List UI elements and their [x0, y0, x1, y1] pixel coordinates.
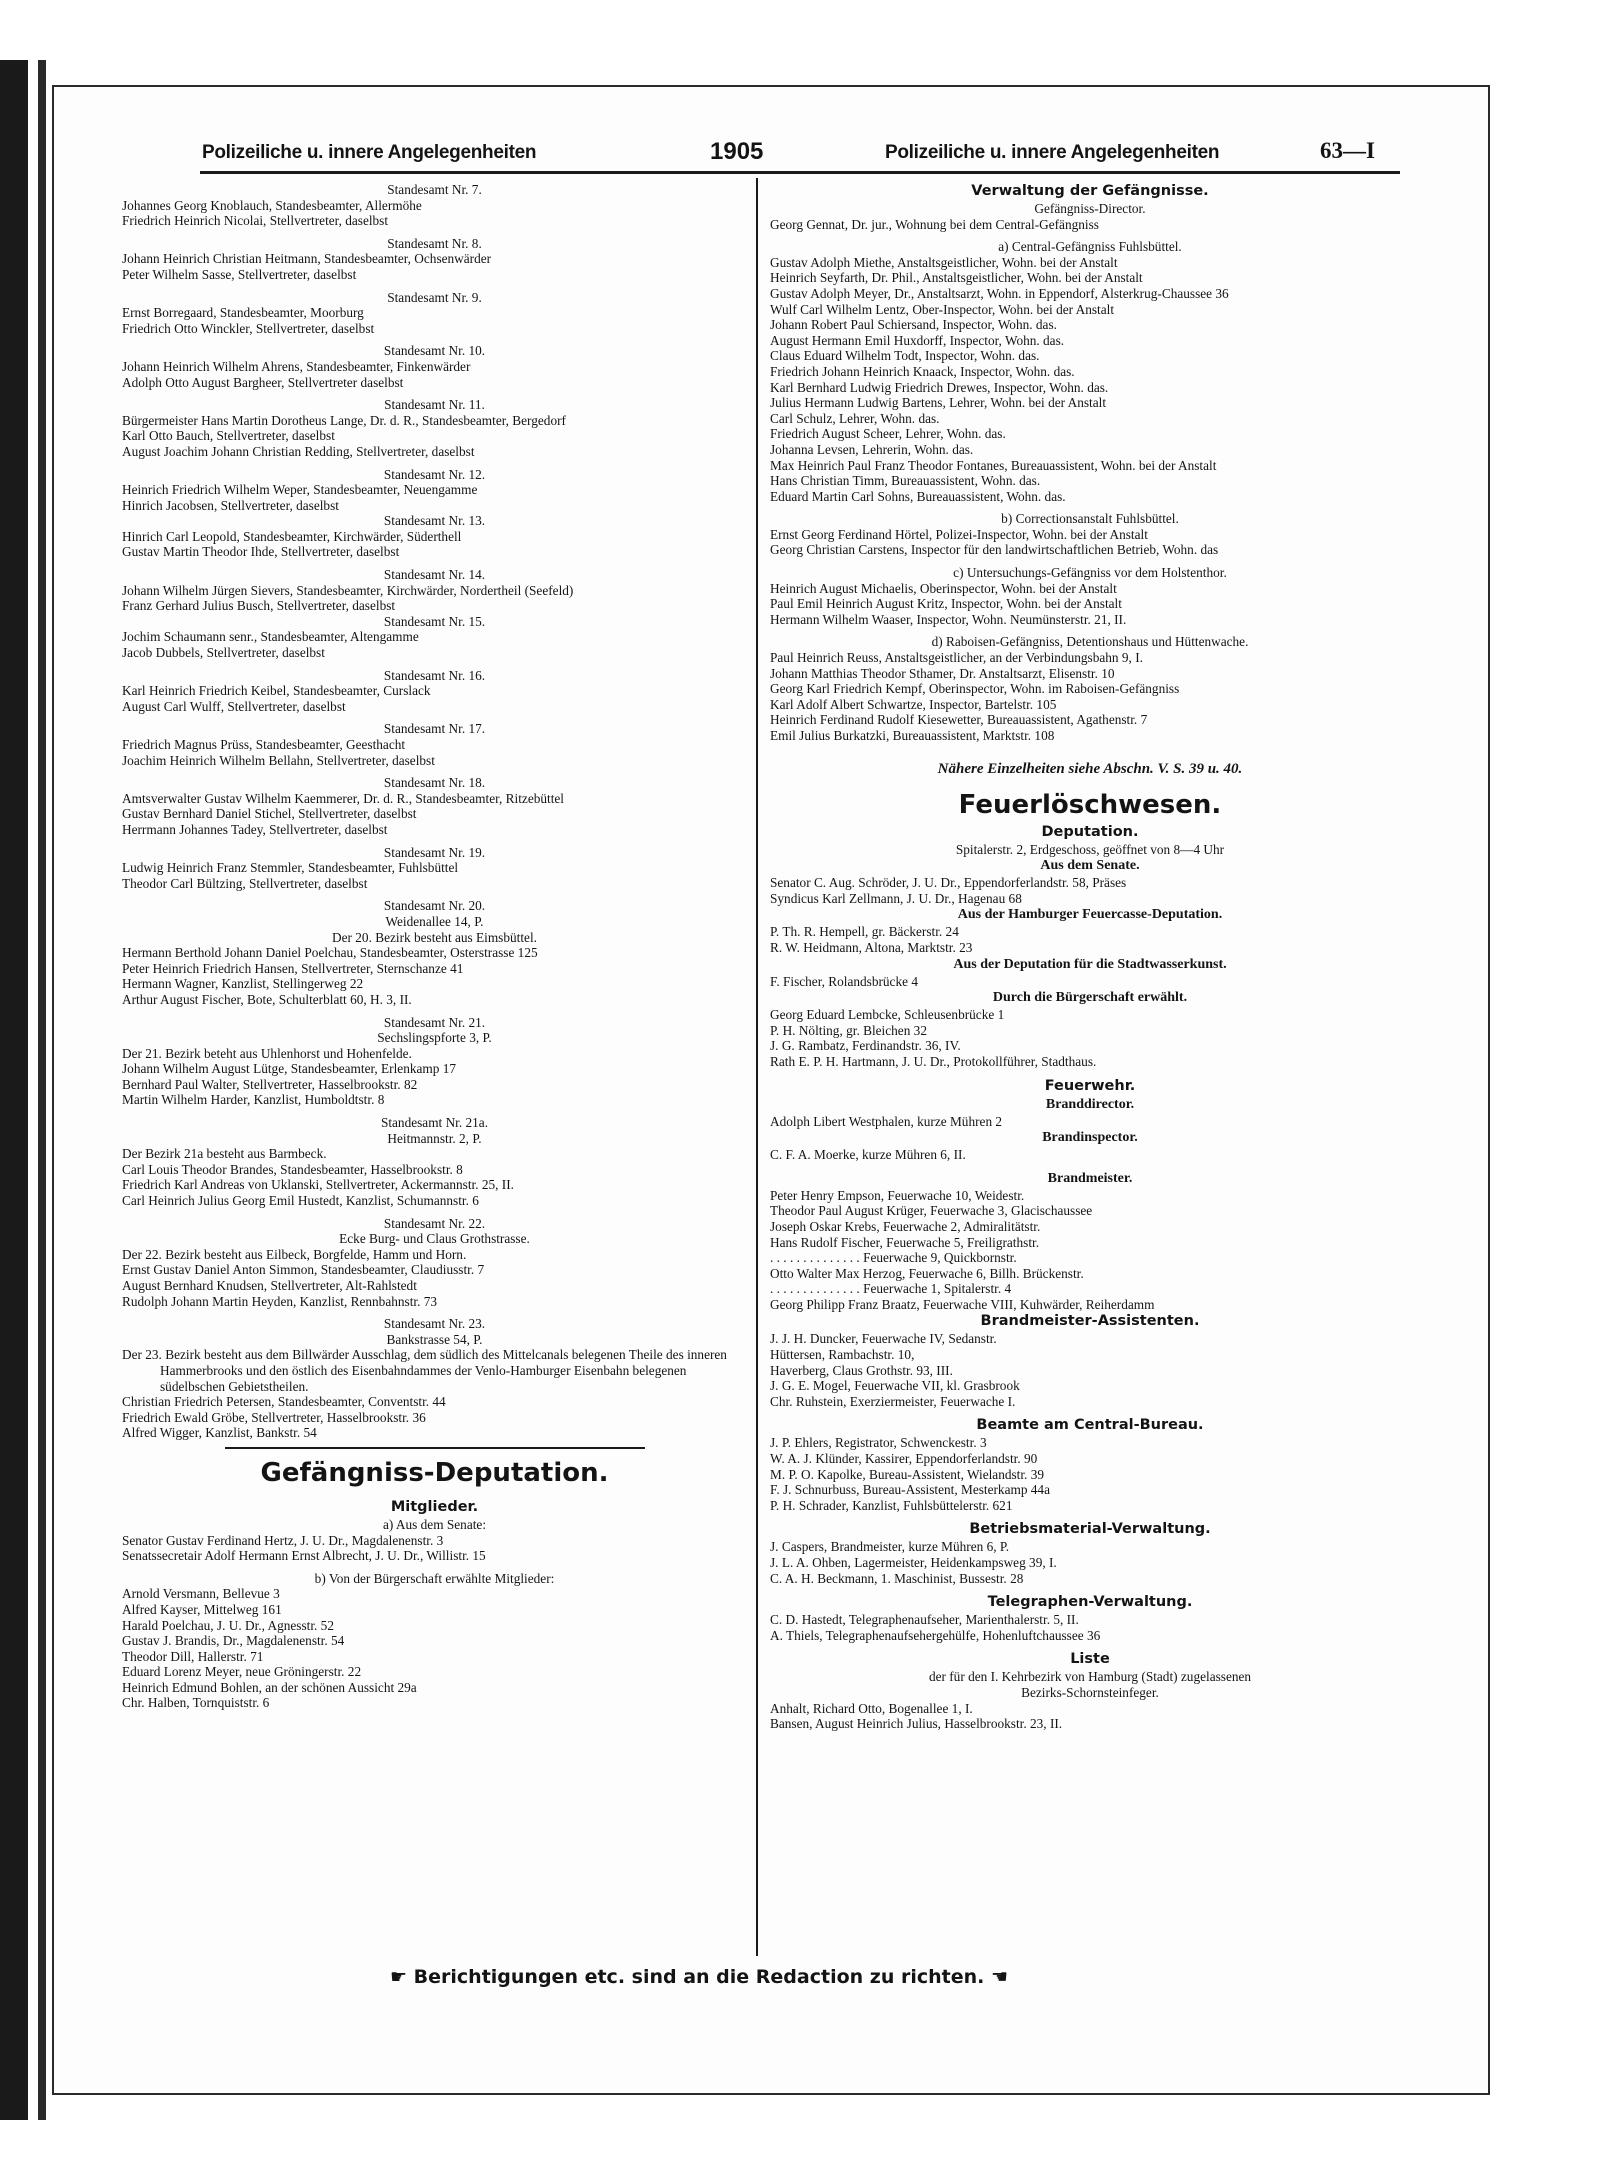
centered-line: Bezirks-Schornsteinfeger. — [1021, 1684, 1159, 1700]
entry-line: August Joachim Johann Christian Redding, Stellvertreter, daselbst — [122, 443, 475, 459]
entry-line: Friedrich August Scheer, Lehrer, Wohn. das. — [770, 426, 1006, 442]
spacer — [122, 714, 747, 721]
entry-line: Chr. Halben, Tornquiststr. 6 — [122, 1695, 270, 1711]
entry-line: Syndicus Karl Zellmann, J. U. Dr., Hagenau 68 — [770, 890, 1022, 906]
entry-line: Heinrich Seyfarth, Dr. Phil., Anstaltsgeistlicher, Wohn. bei der Anstalt — [770, 270, 1143, 286]
entry-line: Johann Wilhelm August Lütge, Standesbeamter, Erlenkamp 17 — [122, 1061, 456, 1077]
entry-line: J. G. E. Mogel, Feuerwache VII, kl. Grasbrook — [770, 1378, 1020, 1394]
entry-line: J. P. Ehlers, Registrator, Schwenckestr. 3 — [770, 1435, 987, 1451]
entry-line: Martin Wilhelm Harder, Kanzlist, Humboldtstr. 8 — [122, 1092, 385, 1108]
section-title: Gefängniss-Deputation. — [260, 1457, 609, 1488]
entry-line: Ernst Gustav Daniel Anton Simmon, Standesbeamter, Claudiusstr. 7 — [122, 1262, 485, 1278]
subheading: Aus der Deputation für die Stadtwasserkunst. — [953, 956, 1227, 972]
spacer — [770, 751, 1410, 758]
entry-line: F. J. Schnurbuss, Bureau-Assistent, Mesterkamp 44a — [770, 1482, 1050, 1498]
centered-line: a) Central-Gefängniss Fuhlsbüttel. — [998, 239, 1182, 255]
entry-line: Friedrich Ewald Gröbe, Stellvertreter, Hasselbrookstr. 36 — [122, 1409, 426, 1425]
spacer — [122, 661, 747, 668]
entry-line: Theodor Carl Bültzing, Stellvertreter, daselbst — [122, 875, 368, 891]
entry-line: Harald Poelchau, J. U. Dr., Agnesstr. 52 — [122, 1617, 334, 1633]
entry-line: Johann Heinrich Wilhelm Ahrens, Standesbeamter, Finkenwärder — [122, 358, 471, 374]
entry-line: Senator C. Aug. Schröder, J. U. Dr., Eppendorferlandstr. 58, Präses — [770, 875, 1127, 891]
entry-line: Carl Heinrich Julius Georg Emil Hustedt, Kanzlist, Schumannstr. 6 — [122, 1193, 479, 1209]
centered-line: b) Correctionsanstalt Fuhlsbüttel. — [1001, 511, 1179, 527]
section-title: Feuerlöschwesen. — [958, 789, 1222, 820]
entry-line: Eduard Martin Carl Sohns, Bureauassistent, Wohn. das. — [770, 488, 1066, 504]
entry-line: J. J. H. Duncker, Feuerwache IV, Sedanstr. — [770, 1331, 997, 1347]
entry-line: Friedrich Heinrich Nicolai, Stellvertreter, daselbst — [122, 213, 389, 229]
entry-line: Johann Matthias Theodor Sthamer, Dr. Anstaltsarzt, Elisenstr. 10 — [770, 665, 1115, 681]
entry-line: Johannes Georg Knoblauch, Standesbeamter, Allermöhe — [122, 197, 422, 213]
entry-line: Der Bezirk 21a besteht aus Barmbeck. — [122, 1146, 327, 1162]
spacer — [770, 744, 1410, 751]
centered-line: Standesamt Nr. 21. — [383, 1014, 486, 1030]
spacer — [122, 1309, 747, 1316]
entry-line: Gustav Martin Theodor Ihde, Stellvertreter, daselbst — [122, 544, 400, 560]
centered-line: Gefängniss-Director. — [1034, 201, 1146, 216]
centered-line: Standesamt Nr. 14. — [383, 567, 486, 583]
entry-line: C. D. Hastedt, Telegraphenaufseher, Marienthalerstr. 5, II. — [770, 1612, 1079, 1628]
subheading: Aus dem Senate. — [1040, 858, 1140, 874]
entry-line: P. H. Schrader, Kanzlist, Fuhlsbüttelerstr. 621 — [770, 1497, 1013, 1513]
entry-line: Heinrich Friedrich Wilhelm Weper, Standesbeamter, Neuengamme — [122, 482, 478, 498]
entry-line: Ernst Borregaard, Standesbeamter, Moorburg — [122, 305, 364, 321]
entry-line: Max Heinrich Paul Franz Theodor Fontanes, Bureauassistent, Wohn. bei der Anstalt — [770, 457, 1217, 473]
entry-line: Hans Rudolf Fischer, Feuerwache 5, Freiligrathstr. — [770, 1234, 1040, 1250]
entry-line: Bernhard Paul Walter, Stellvertreter, Hasselbrookstr. 82 — [122, 1076, 418, 1092]
entry-line: P. Th. R. Hempell, gr. Bäckerstr. 24 — [770, 924, 959, 940]
centered-line: a) Aus dem Senate: — [382, 1516, 487, 1532]
entry-line: Carl Louis Theodor Brandes, Standesbeamter, Hasselbrookstr. 8 — [122, 1161, 463, 1177]
centered-line: Standesamt Nr. 16. — [383, 667, 486, 683]
section-heading: Deputation. — [1041, 823, 1139, 840]
centered-line: Standesamt Nr. 10. — [383, 343, 486, 359]
entry-line: Adolph Libert Westphalen, kurze Mühren 2 — [770, 1113, 1003, 1129]
section-heading: Telegraphen-Verwaltung. — [987, 1594, 1193, 1611]
entry-line: Georg Karl Friedrich Kempf, Oberinspector, Wohn. im Raboisen-Gefängniss — [770, 681, 1180, 697]
entry-line: Christian Friedrich Petersen, Standesbeamter, Conventstr. 44 — [122, 1394, 446, 1410]
entry-line: Alfred Kayser, Mittelweg 161 — [122, 1601, 282, 1617]
entry-line: P. H. Nölting, gr. Bleichen 32 — [770, 1022, 927, 1038]
spacer — [770, 504, 1410, 511]
spacer — [770, 627, 1410, 634]
centered-line: der für den I. Kehrbezirk von Hamburg (Stadt) zugelassenen — [928, 1669, 1252, 1685]
centered-line: Standesamt Nr. 12. — [383, 466, 486, 482]
header-left-title: Polizeiliche u. innere Angelegenheiten — [202, 142, 537, 163]
cross-reference-note: Nähere Einzelheiten siehe Abschn. V. S. 39 u. 40. — [937, 760, 1243, 777]
entry-line: Anhalt, Richard Otto, Bogenallee 1, I. — [770, 1700, 973, 1716]
entry-line: Hinrich Jacobsen, Stellvertreter, daselbst — [122, 497, 339, 513]
spacer — [770, 1409, 1410, 1416]
entry-line: Hermann Berthold Johann Daniel Poelchau, Standesbeamter, Osterstrasse 125 — [122, 945, 538, 961]
entry-line: J. L. A. Ohben, Lagermeister, Heidenkampsweg 39, I. — [770, 1555, 1057, 1570]
entry-line: Carl Schulz, Lehrer, Wohn. das. — [770, 410, 940, 426]
centered-line: Standesamt Nr. 9. — [387, 289, 482, 305]
entry-line: Arnold Versmann, Bellevue 3 — [122, 1586, 280, 1602]
entry-line: Otto Walter Max Herzog, Feuerwache 6, Billh. Brückenstr. — [770, 1265, 1084, 1281]
entry-line: Theodor Paul August Krüger, Feuerwache 3, Glacischaussee — [770, 1203, 1093, 1219]
section-heading: Verwaltung der Gefängnisse. — [971, 183, 1209, 199]
spacer — [122, 1008, 747, 1015]
spacer — [122, 336, 747, 343]
centered-line: Weidenallee 14, P. — [385, 913, 484, 929]
entry-line: Rudolph Johann Martin Heyden, Kanzlist, Rennbahnstr. 73 — [122, 1293, 438, 1309]
spacer — [122, 283, 747, 290]
binding-shadow — [0, 60, 28, 2120]
entry-line: Franz Gerhard Julius Busch, Stellvertreter, daselbst — [122, 598, 396, 614]
spacer — [122, 1209, 747, 1216]
entry-line: C. A. H. Beckmann, 1. Maschinist, Bussestr. 28 — [770, 1570, 1024, 1586]
entry-line: Eduard Lorenz Meyer, neue Gröningerstr. 22 — [122, 1664, 362, 1680]
entry-line: Friedrich Otto Winckler, Stellvertreter, daselbst — [122, 320, 375, 336]
entry-line: Arthur August Fischer, Bote, Schulterblatt 60, H. 3, II. — [122, 991, 412, 1007]
spacer — [122, 891, 747, 898]
entry-line: August Hermann Emil Huxdorff, Inspector, Wohn. das. — [770, 332, 1065, 348]
entry-line: Theodor Dill, Hallerstr. 71 — [122, 1648, 264, 1664]
entry-line: Bansen, August Heinrich Julius, Hasselbrookstr. 23, II. — [770, 1716, 1063, 1732]
paragraph: Der 23. Bezirk besteht aus dem Billwärder Ausschlag, dem südlich des Mittelcanals belegenen Theile des inneren Hammerbrooks und den östlich des Eisenbahndammes der Venlo-Hamburger Eisenbahn belegenen südelbschen Gebietstheilen. — [122, 1347, 727, 1394]
spacer — [122, 229, 747, 236]
binding-shadow-inner — [38, 60, 46, 2120]
column-divider — [756, 178, 758, 1956]
entry-line: Jacob Dubbels, Stellvertreter, daselbst — [122, 645, 325, 661]
entry-line: Georg Eduard Lembcke, Schleusenbrücke 1 — [770, 1007, 1005, 1023]
entry-line: Paul Heinrich Reuss, Anstaltsgeistlicher, an der Verbindungsbahn 9, I. — [770, 650, 1143, 666]
section-heading: Feuerwehr. — [1044, 1077, 1136, 1094]
entry-line: August Bernhard Knudsen, Stellvertreter, Alt-Rahlstedt — [122, 1278, 417, 1293]
entry-line: R. W. Heidmann, Altona, Marktstr. 23 — [770, 939, 973, 955]
entry-line: Der 21. Bezirk beteht aus Uhlenhorst und Hohenfelde. — [122, 1045, 412, 1061]
section-heading: Beamte am Central-Bureau. — [976, 1417, 1204, 1434]
entry-line: Hinrich Carl Leopold, Standesbeamter, Kirchwärder, Süderthell — [122, 528, 462, 544]
entry-line: Georg Philipp Franz Braatz, Feuerwache VIII, Kuhwärder, Reiherdamm — [770, 1296, 1155, 1312]
entry-line: Karl Heinrich Friedrich Keibel, Standesbeamter, Curslack — [122, 683, 431, 699]
entry-line: Georg Christian Carstens, Inspector für den landwirtschaftlichen Betrieb, Wohn. das — [770, 542, 1219, 558]
centered-line: Standesamt Nr. 19. — [383, 844, 486, 860]
entry-line: Hermann Wagner, Kanzlist, Stellingerweg 22 — [122, 976, 364, 992]
entry-line: August Carl Wulff, Stellvertreter, daselbst — [122, 698, 346, 714]
entry-line: Der 22. Bezirk besteht aus Eilbeck, Borgfelde, Hamm und Horn. — [122, 1246, 467, 1262]
entry-line: Heinrich August Michaelis, Oberinspector, Wohn. bei der Anstalt — [770, 580, 1117, 596]
entry-line: Heinrich Edmund Bohlen, an der schönen Aussicht 29a — [122, 1679, 417, 1695]
section-heading: Brandmeister-Assistenten. — [980, 1313, 1200, 1330]
entry-line: Ludwig Heinrich Franz Stemmler, Standesbeamter, Fuhlsbüttel — [122, 860, 459, 876]
centered-line: Standesamt Nr. 23. — [383, 1316, 486, 1332]
centered-line: Standesamt Nr. 7. — [387, 182, 482, 197]
centered-line: Spitalerstr. 2, Erdgeschoss, geöffnet von 8—4 Uhr — [955, 841, 1225, 857]
centered-line: Standesamt Nr. 11. — [384, 397, 485, 413]
centered-line: Standesamt Nr. 13. — [383, 513, 486, 529]
spacer — [770, 780, 1410, 787]
subheading: Brandinspector. — [1042, 1130, 1138, 1146]
spacer — [770, 1070, 1410, 1077]
entry-line: Georg Gennat, Dr. jur., Wohnung bei dem Central-Gefängniss — [770, 216, 1099, 232]
centered-line: Ecke Burg- und Claus Grothstrasse. — [339, 1231, 530, 1247]
entry-line: Johann Robert Paul Schiersand, Inspector, Wohn. das. — [770, 317, 1057, 333]
entry-line: Chr. Ruhstein, Exerziermeister, Feuerwache I. — [770, 1393, 1016, 1409]
entry-line: Friedrich Magnus Prüss, Standesbeamter, Geesthacht — [122, 737, 406, 752]
entry-line: Julius Hermann Ludwig Bartens, Lehrer, Wohn. bei der Anstalt — [770, 395, 1107, 411]
centered-line: Standesamt Nr. 8. — [387, 235, 482, 251]
centered-line: d) Raboisen-Gefängniss, Detentionshaus und Hüttenwache. — [931, 634, 1249, 650]
centered-line: Standesamt Nr. 17. — [383, 721, 486, 737]
entry-line: Herrmann Johannes Tadey, Stellvertreter, daselbst — [122, 821, 388, 837]
page-number: 63—I — [1320, 138, 1375, 163]
entry-line: F. Fischer, Rolandsbrücke 4 — [770, 973, 918, 989]
centered-line: Standesamt Nr. 20. — [383, 898, 486, 914]
left-column — [122, 182, 747, 1711]
subheading: Aus der Hamburger Feuercasse-Deputation. — [957, 907, 1223, 923]
entry-line: Peter Henry Empson, Feuerwache 10, Weidestr. — [770, 1187, 1025, 1203]
entry-line: Gustav Bernhard Daniel Stichel, Stellvertreter, daselbst — [122, 806, 417, 822]
spacer — [770, 1163, 1410, 1170]
entry-line: Friedrich Karl Andreas von Uklanski, Stellvertreter, Ackermannstr. 25, II. — [122, 1177, 514, 1193]
centered-line: Heitmannstr. 2, P. — [387, 1130, 482, 1146]
entry-line: . . . . . . . . . . . . . . Feuerwache 1, Spitalerstr. 4 — [770, 1281, 1012, 1297]
entry-line: Adolph Otto August Bargheer, Stellvertreter daselbst — [122, 374, 404, 390]
entry-line: Peter Heinrich Friedrich Hansen, Stellvertreter, Sternschanze 41 — [122, 960, 464, 976]
entry-line: Amtsverwalter Gustav Wilhelm Kaemmerer, Dr. d. R., Standesbeamter, Ritzebüttel — [122, 790, 565, 806]
entry-line: Johann Heinrich Christian Heitmann, Standesbeamter, Ochsenwärder — [122, 251, 492, 267]
subheading: Branddirector. — [1045, 1096, 1135, 1112]
entry-line: Joseph Oskar Krebs, Feuerwache 2, Admiralitätstr. — [770, 1218, 1041, 1234]
footer-note — [390, 1966, 1008, 1988]
spacer — [122, 460, 747, 467]
subheading: Brandmeister. — [1047, 1170, 1133, 1186]
centered-line: b) Von der Bürgerschaft erwählte Mitglieder: — [314, 1570, 555, 1586]
entry-line: Hans Christian Timm, Bureauassistent, Wohn. das. — [770, 473, 1041, 489]
entry-line: Friedrich Johann Heinrich Knaack, Inspector, Wohn. das. — [770, 363, 1075, 379]
entry-line: A. Thiels, Telegraphenaufsehergehülfe, Hohenluftchaussee 36 — [770, 1627, 1101, 1643]
entry-line: Haverberg, Claus Grothstr. 93, III. — [770, 1362, 953, 1378]
centered-line: Standesamt Nr. 21a. — [380, 1115, 489, 1131]
pointing-hand-left-icon: ☚ — [991, 1966, 1009, 1988]
entry-line: Karl Adolf Albert Schwartze, Inspector, Bartelstr. 105 — [770, 696, 1057, 712]
entry-line: J. G. Rambatz, Ferdinandstr. 36, IV. — [770, 1038, 961, 1054]
right-column — [770, 182, 1410, 1732]
centered-line: c) Untersuchungs-Gefängniss vor dem Holstenthor. — [953, 565, 1227, 581]
entry-line: J. Caspers, Brandmeister, kurze Mühren 6, P. — [770, 1539, 1010, 1555]
entry-line: Peter Wilhelm Sasse, Stellvertreter, daselbst — [122, 266, 357, 282]
entry-line: Gustav Adolph Meyer, Dr., Anstaltsarzt, Wohn. in Eppendorf, Alsterkrug-Chaussee 36 — [770, 285, 1229, 301]
entry-line: Johanna Levsen, Lehrerin, Wohn. das. — [770, 441, 974, 457]
entry-line: Gustav J. Brandis, Dr., Magdalenenstr. 54 — [122, 1633, 345, 1649]
entry-line: W. A. J. Klünder, Kassirer, Eppendorferlandstr. 90 — [770, 1451, 1038, 1467]
entry-line: Jochim Schaumann senr., Standesbeamter, Altengamme — [122, 629, 419, 645]
spacer — [770, 1643, 1410, 1650]
entry-line: Johann Wilhelm Jürgen Sievers, Standesbeamter, Kirchwärder, Nordertheil (Seefeld) — [122, 582, 574, 598]
spacer — [770, 1586, 1410, 1593]
entry-line: Ernst Georg Ferdinand Hörtel, Polizei-Inspector, Wohn. bei der Anstalt — [770, 526, 1148, 542]
entry-line: Emil Julius Burkatzki, Bureauassistent, Marktstr. 108 — [770, 728, 1055, 743]
spacer — [122, 838, 747, 845]
running-header — [140, 128, 1420, 168]
section-heading: Mitglieder. — [390, 1498, 479, 1515]
spacer — [770, 558, 1410, 565]
section-heading: Liste — [1070, 1651, 1110, 1668]
header-right-title: Polizeiliche u. innere Angelegenheiten — [885, 142, 1220, 163]
entry-line: Paul Emil Heinrich August Kritz, Inspector, Wohn. bei der Anstalt — [770, 596, 1122, 612]
entry-line: Bürgermeister Hans Martin Dorotheus Lange, Dr. d. R., Standesbeamter, Bergedorf — [122, 412, 566, 428]
centered-line: Der 20. Bezirk besteht aus Eimsbüttel. — [332, 929, 537, 945]
centered-line: Standesamt Nr. 15. — [383, 613, 486, 629]
entry-line: Gustav Adolph Miethe, Anstaltsgeistlicher, Wohn. bei der Anstalt — [770, 254, 1118, 270]
section-rule — [225, 1447, 645, 1449]
footer-text: Berichtigungen etc. sind an die Redaction zu richten. — [413, 1966, 985, 1988]
entry-line: Wulf Carl Wilhelm Lentz, Ober-Inspector, Wohn. bei der Anstalt — [770, 301, 1115, 317]
header-year: 1905 — [710, 138, 764, 165]
pointing-hand-right-icon: ☛ — [390, 1966, 408, 1988]
spacer — [122, 1108, 747, 1115]
entry-line: Karl Bernhard Ludwig Friedrich Drewes, Inspector, Wohn. das. — [770, 379, 1109, 395]
centered-line: Standesamt Nr. 22. — [383, 1215, 486, 1231]
spacer — [770, 232, 1410, 239]
entry-line: Heinrich Ferdinand Rudolf Kiesewetter, Bureauassistent, Agathenstr. 7 — [770, 712, 1148, 728]
entry-line: . . . . . . . . . . . . . . Feuerwache 9, Quickbornstr. — [770, 1250, 1017, 1266]
spacer — [122, 1491, 747, 1498]
section-heading: Betriebsmaterial-Verwaltung. — [969, 1521, 1211, 1538]
spacer — [122, 768, 747, 775]
spacer — [770, 1513, 1410, 1520]
entry-line: Senator Gustav Ferdinand Hertz, J. U. Dr., Magdalenenstr. 3 — [122, 1532, 444, 1548]
entry-line: Hermann Wilhelm Waaser, Inspector, Wohn. Neumünsterstr. 21, II. — [770, 611, 1127, 627]
spacer — [122, 1564, 747, 1571]
entry-line: Senatssecretair Adolf Hermann Ernst Albrecht, J. U. Dr., Willistr. 15 — [122, 1548, 486, 1564]
entry-line: Hüttersen, Rambachstr. 10, — [770, 1347, 915, 1363]
subheading: Durch die Bürgerschaft erwählt. — [992, 990, 1188, 1006]
entry-line: Karl Otto Bauch, Stellvertreter, daselbst — [122, 428, 335, 444]
header-rule — [200, 171, 1400, 174]
spacer — [122, 560, 747, 567]
centered-line: Bankstrasse 54, P. — [386, 1331, 483, 1347]
entry-line: Joachim Heinrich Wilhelm Bellahn, Stellvertreter, daselbst — [122, 752, 435, 768]
entry-line: M. P. O. Kapolke, Bureau-Assistent, Wielandstr. 39 — [770, 1466, 1044, 1482]
entry-line: Alfred Wigger, Kanzlist, Bankstr. 54 — [122, 1425, 317, 1441]
centered-line: Sechslingspforte 3, P. — [377, 1030, 492, 1046]
entry-line: Rath E. P. H. Hartmann, J. U. Dr., Protokollführer, Stadthaus. — [770, 1053, 1097, 1069]
entry-line: Claus Eduard Wilhelm Todt, Inspector, Wohn. das. — [770, 348, 1040, 364]
spacer — [122, 390, 747, 397]
centered-line: Standesamt Nr. 18. — [383, 775, 486, 791]
entry-line: C. F. A. Moerke, kurze Mühren 6, II. — [770, 1147, 966, 1163]
